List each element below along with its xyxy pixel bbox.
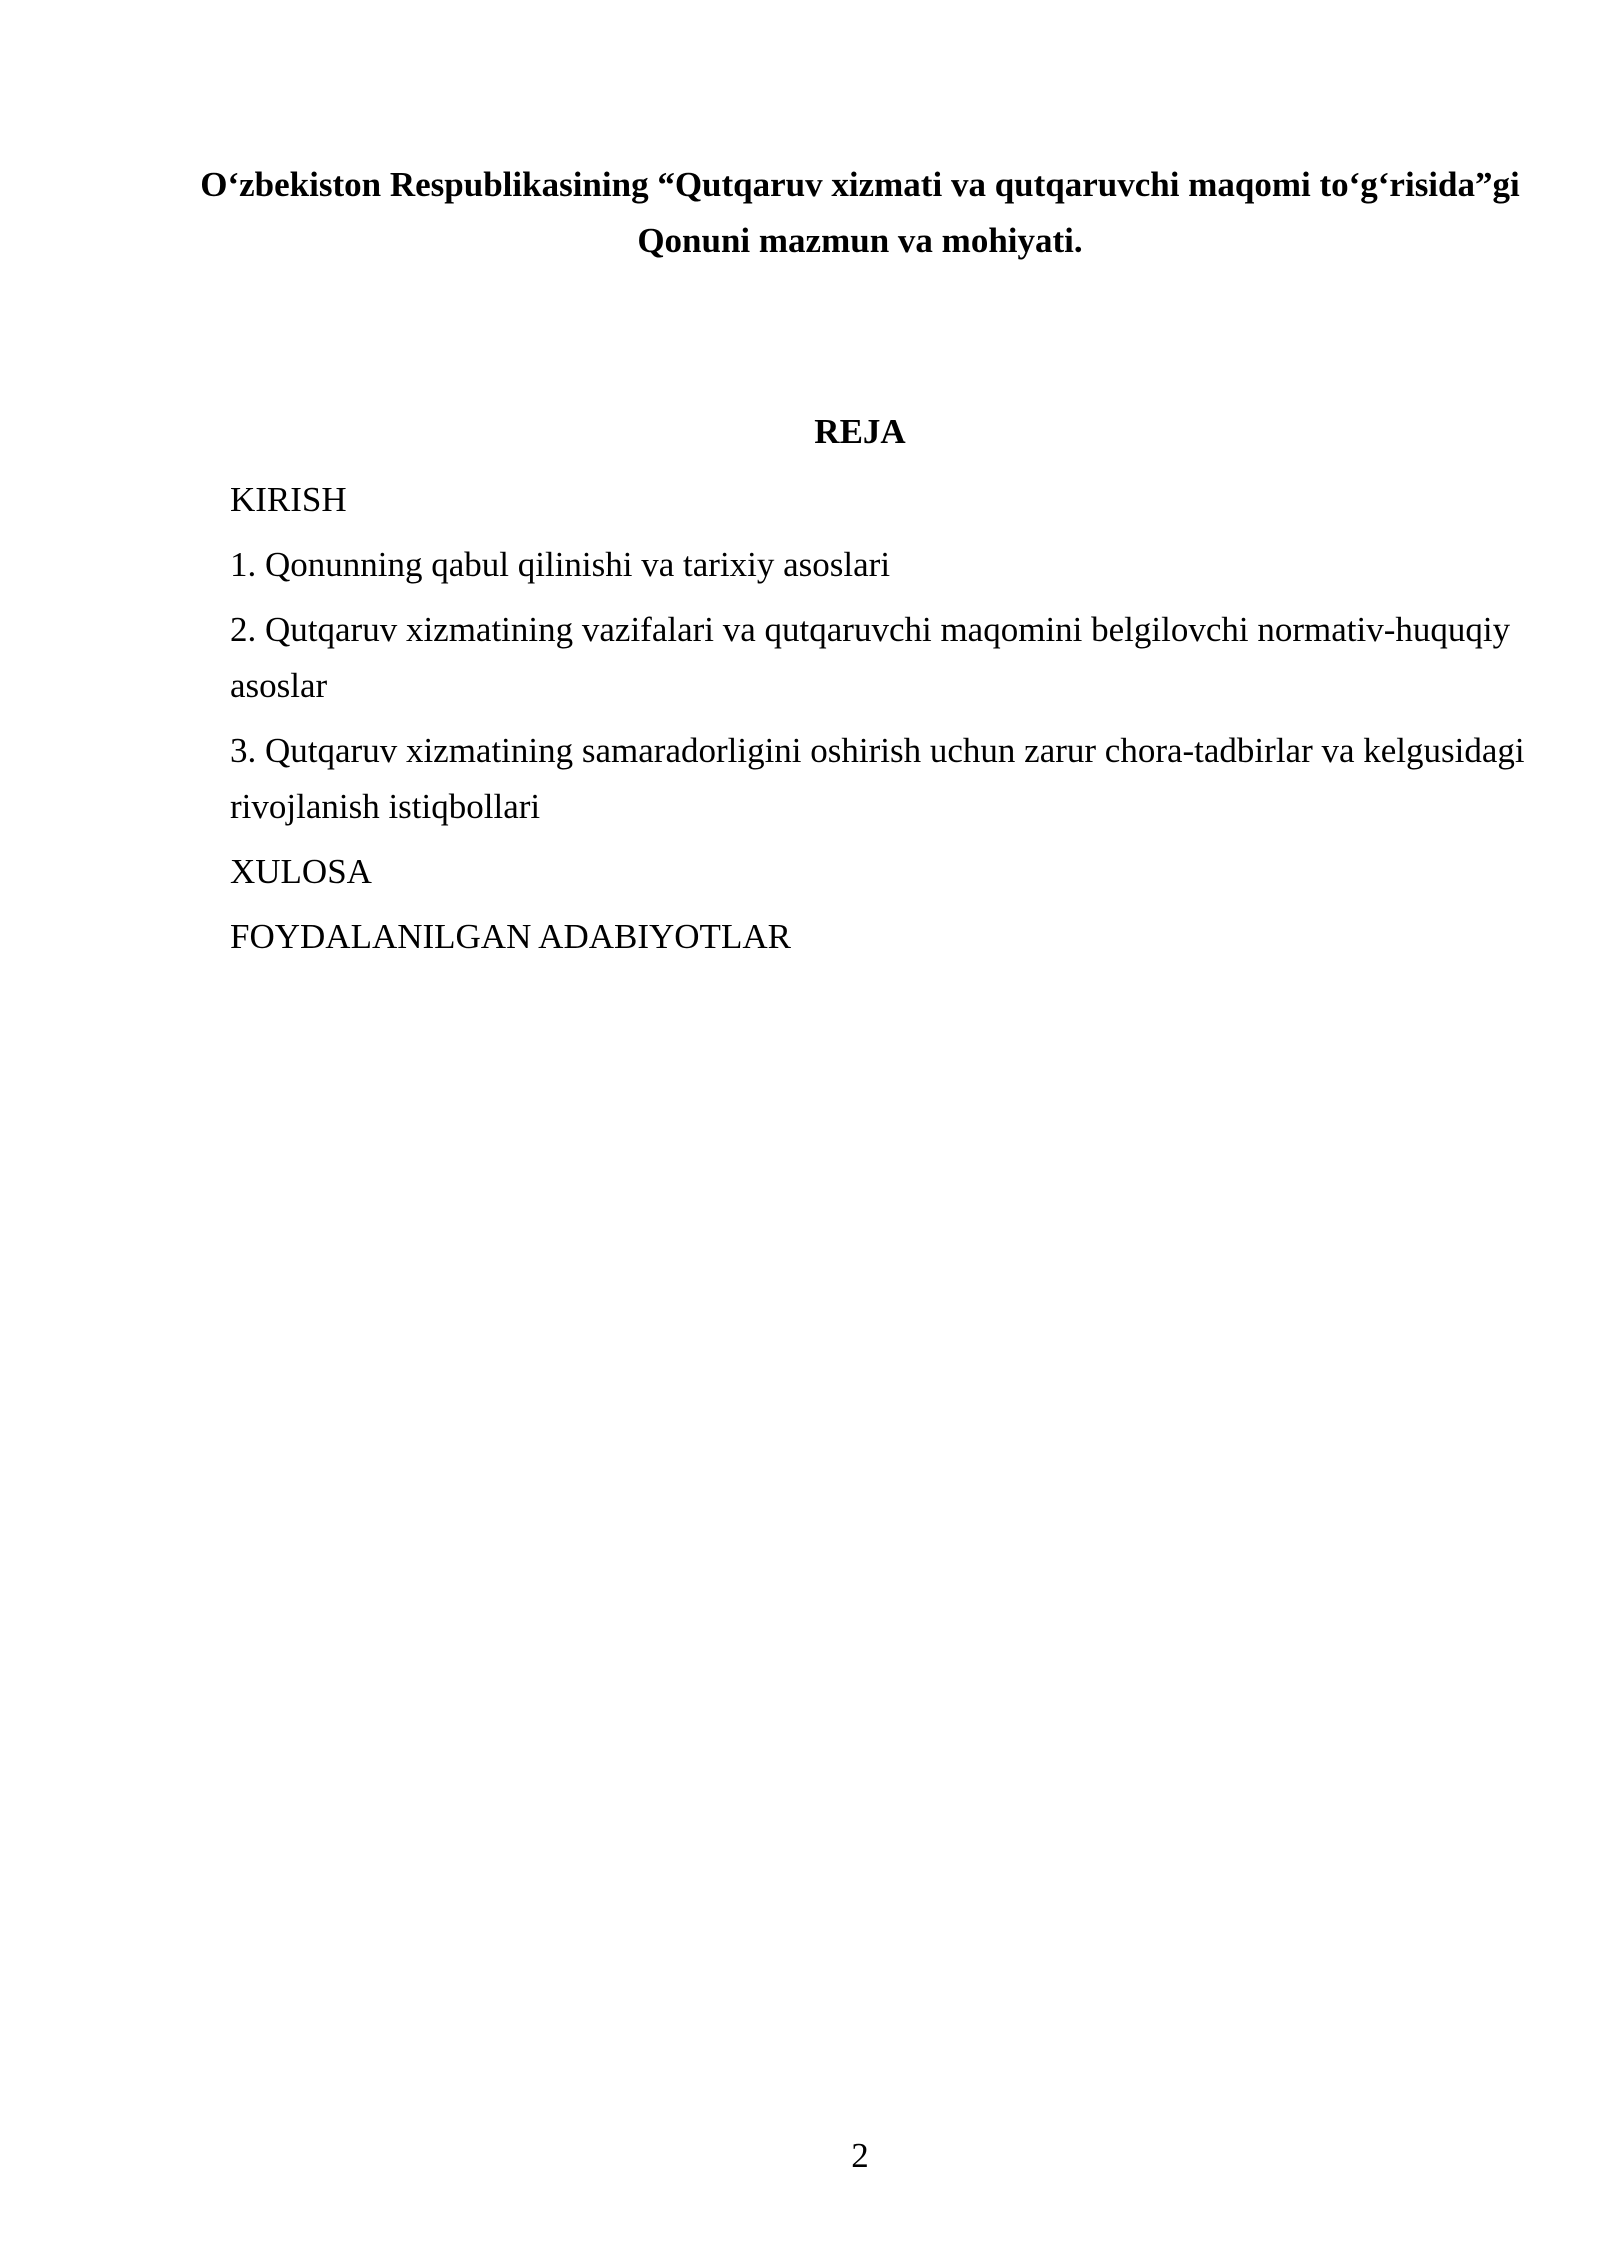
plan-item-introduction: KIRISH bbox=[230, 480, 347, 519]
page-number: 2 bbox=[851, 2136, 869, 2175]
plan-heading: REJA bbox=[814, 412, 906, 451]
plan-item-2: 2. Qutqaruv xizmatining vazifalari va qutqaruvchi maqomini belgilovchi normativ-huquqiy asoslar bbox=[230, 610, 1511, 705]
plan-item-references: FOYDALANILGAN ADABIYOTLAR bbox=[230, 917, 791, 956]
plan-list bbox=[230, 472, 1530, 974]
plan-item-1: 1. Qonunning qabul qilinishi va tarixiy asoslari bbox=[230, 545, 891, 584]
plan-item-3: 3. Qutqaruv xizmatining samaradorligini oshirish uchun zarur chora-tadbirlar va kelgusidagi rivojlanish istiqbollari bbox=[230, 731, 1525, 826]
plan-item-conclusion: XULOSA bbox=[230, 852, 372, 891]
document-title: O‘zbekiston Respublikasining “Qutqaruv xizmati va qutqaruvchi maqomi to‘g‘risida”gi Qonuni mazmun va mohiyati. bbox=[200, 165, 1520, 260]
